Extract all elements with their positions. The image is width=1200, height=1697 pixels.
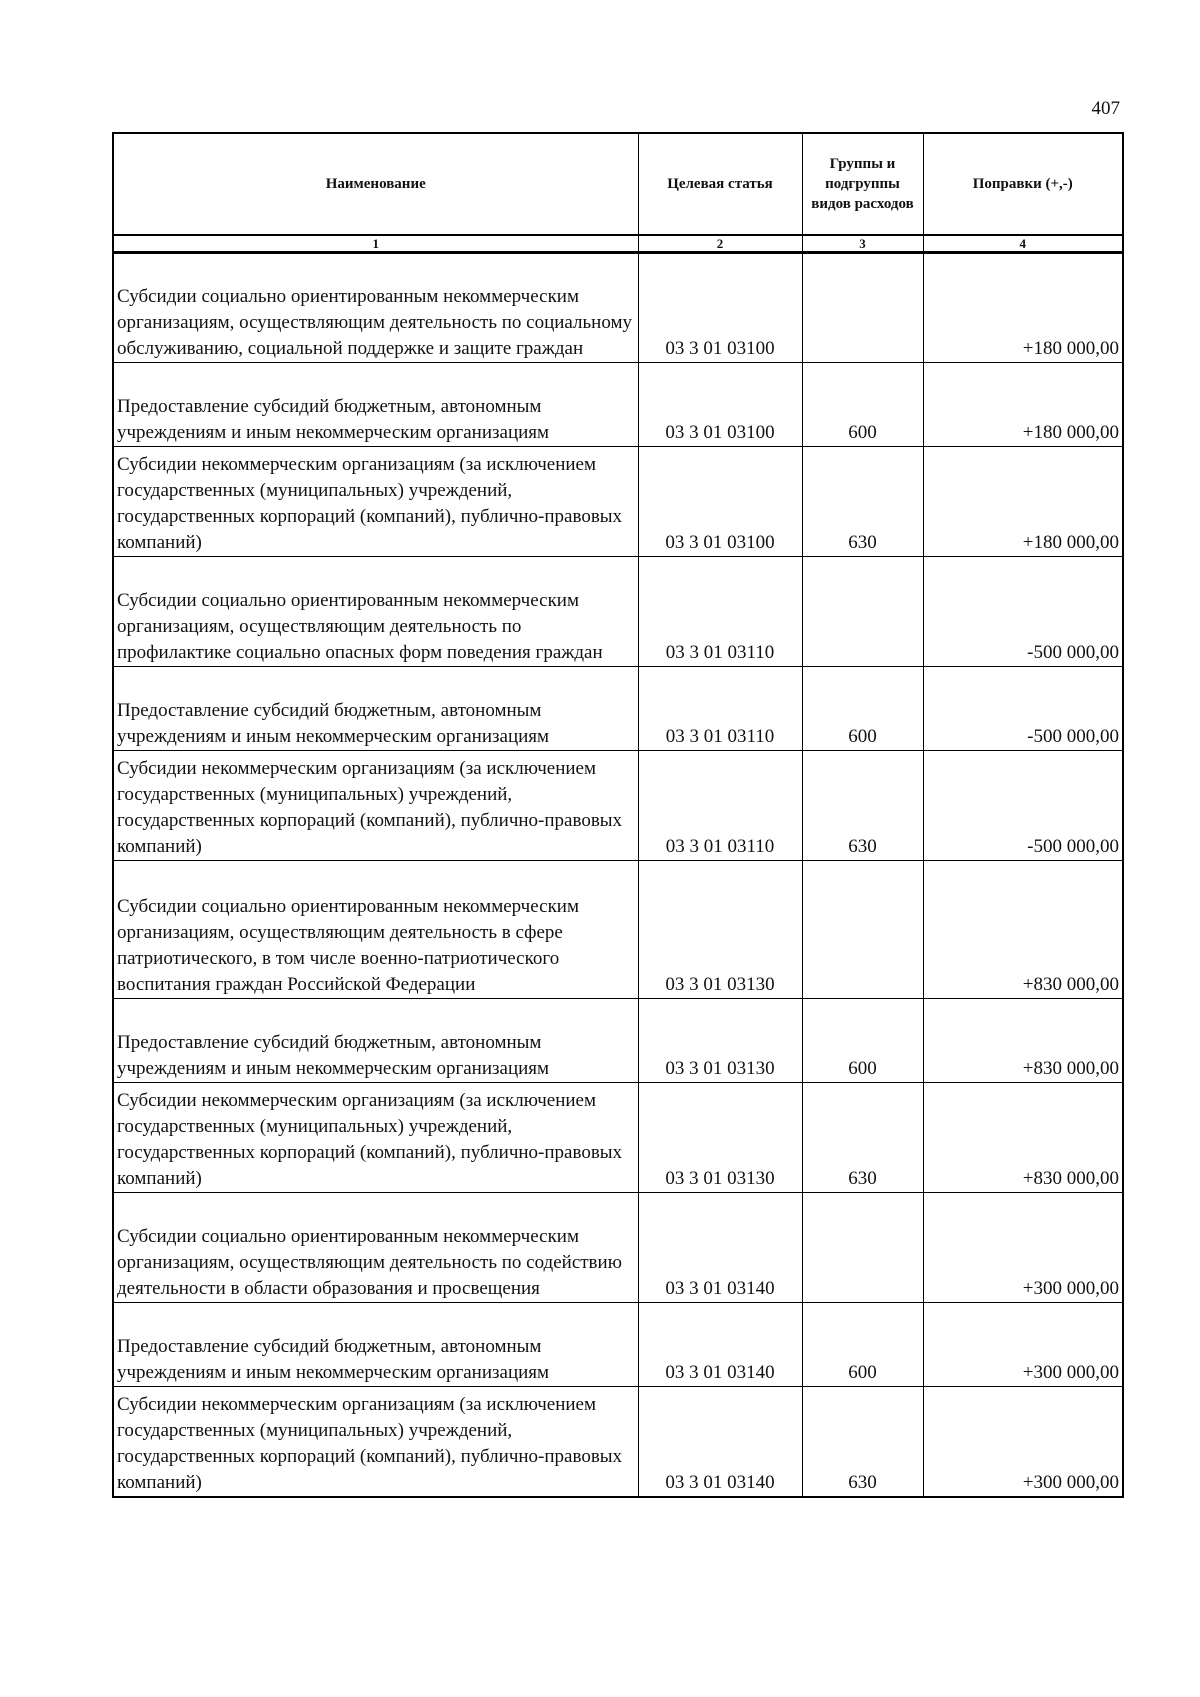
row-amount: +180 000,00 — [923, 447, 1123, 557]
row-target-code: 03 3 01 03130 — [638, 861, 802, 999]
row-amount: +180 000,00 — [923, 253, 1123, 363]
row-name: Субсидии некоммерческим организациям (за исключением государственных (муниципальных) учреждений, государственных корпораций (компаний), публично-правовых компаний) — [113, 1083, 638, 1193]
row-name: Предоставление субсидий бюджетным, автономным учреждениям и иным некоммерческим организациям — [113, 363, 638, 447]
row-expense-group — [802, 253, 923, 363]
table-row — [113, 1387, 1123, 1497]
row-expense-group: 630 — [802, 751, 923, 861]
table-row — [113, 1303, 1123, 1387]
row-expense-group: 600 — [802, 1303, 923, 1387]
row-expense-group: 630 — [802, 447, 923, 557]
row-expense-group — [802, 557, 923, 667]
header-name: Наименование — [113, 133, 638, 235]
row-name: Предоставление субсидий бюджетным, автономным учреждениям и иным некоммерческим организациям — [113, 1303, 638, 1387]
table-row — [113, 447, 1123, 557]
table-row — [113, 253, 1123, 363]
table-row — [113, 557, 1123, 667]
row-name: Субсидии социально ориентированным некоммерческим организациям, осуществляющим деятельность по профилактике социально опасных форм поведения граждан — [113, 557, 638, 667]
row-expense-group: 600 — [802, 999, 923, 1083]
table-row — [113, 861, 1123, 999]
row-expense-group: 600 — [802, 363, 923, 447]
row-expense-group — [802, 861, 923, 999]
row-name: Субсидии социально ориентированным некоммерческим организациям, осуществляющим деятельность по содействию деятельности в области образования и просвещения — [113, 1193, 638, 1303]
row-expense-group: 630 — [802, 1083, 923, 1193]
table-header-row — [113, 133, 1123, 235]
header-code: Целевая статья — [638, 133, 802, 235]
column-number: 3 — [802, 235, 923, 253]
row-target-code: 03 3 01 03140 — [638, 1303, 802, 1387]
table-row — [113, 667, 1123, 751]
row-name: Субсидии социально ориентированным некоммерческим организациям, осуществляющим деятельность в сфере патриотического, в том числе военно-патриотического воспитания граждан Российской Федерации — [113, 861, 638, 999]
row-amount: +180 000,00 — [923, 363, 1123, 447]
row-expense-group: 600 — [802, 667, 923, 751]
row-target-code: 03 3 01 03130 — [638, 1083, 802, 1193]
table-row — [113, 751, 1123, 861]
row-amount: +830 000,00 — [923, 1083, 1123, 1193]
row-amount: +300 000,00 — [923, 1387, 1123, 1497]
budget-amendments-table — [112, 132, 1124, 1498]
row-amount: -500 000,00 — [923, 557, 1123, 667]
row-name: Субсидии социально ориентированным некоммерческим организациям, осуществляющим деятельность по социальному обслуживанию, социальной поддержке и защите граждан — [113, 253, 638, 363]
row-amount: -500 000,00 — [923, 667, 1123, 751]
header-group: Группы и подгруппы видов расходов — [802, 133, 923, 235]
column-number: 2 — [638, 235, 802, 253]
row-target-code: 03 3 01 03100 — [638, 447, 802, 557]
table-row — [113, 1083, 1123, 1193]
page-number: 407 — [1091, 98, 1120, 119]
row-target-code: 03 3 01 03110 — [638, 557, 802, 667]
row-target-code: 03 3 01 03110 — [638, 751, 802, 861]
row-expense-group: 630 — [802, 1387, 923, 1497]
row-target-code: 03 3 01 03140 — [638, 1193, 802, 1303]
column-number: 4 — [923, 235, 1123, 253]
row-name: Предоставление субсидий бюджетным, автономным учреждениям и иным некоммерческим организациям — [113, 667, 638, 751]
row-name: Предоставление субсидий бюджетным, автономным учреждениям и иным некоммерческим организациям — [113, 999, 638, 1083]
row-amount: +300 000,00 — [923, 1193, 1123, 1303]
header-amount: Поправки (+,-) — [923, 133, 1123, 235]
table-row — [113, 363, 1123, 447]
row-target-code: 03 3 01 03100 — [638, 253, 802, 363]
row-name: Субсидии некоммерческим организациям (за исключением государственных (муниципальных) учреждений, государственных корпораций (компаний), публично-правовых компаний) — [113, 751, 638, 861]
table-row — [113, 999, 1123, 1083]
column-number: 1 — [113, 235, 638, 253]
row-amount: +830 000,00 — [923, 999, 1123, 1083]
table-row — [113, 1193, 1123, 1303]
row-target-code: 03 3 01 03100 — [638, 363, 802, 447]
row-expense-group — [802, 1193, 923, 1303]
row-target-code: 03 3 01 03130 — [638, 999, 802, 1083]
row-target-code: 03 3 01 03110 — [638, 667, 802, 751]
row-name: Субсидии некоммерческим организациям (за исключением государственных (муниципальных) учреждений, государственных корпораций (компаний), публично-правовых компаний) — [113, 447, 638, 557]
row-target-code: 03 3 01 03140 — [638, 1387, 802, 1497]
row-amount: +830 000,00 — [923, 861, 1123, 999]
row-amount: -500 000,00 — [923, 751, 1123, 861]
row-name: Субсидии некоммерческим организациям (за исключением государственных (муниципальных) учреждений, государственных корпораций (компаний), публично-правовых компаний) — [113, 1387, 638, 1497]
row-amount: +300 000,00 — [923, 1303, 1123, 1387]
column-number-row — [113, 235, 1123, 253]
